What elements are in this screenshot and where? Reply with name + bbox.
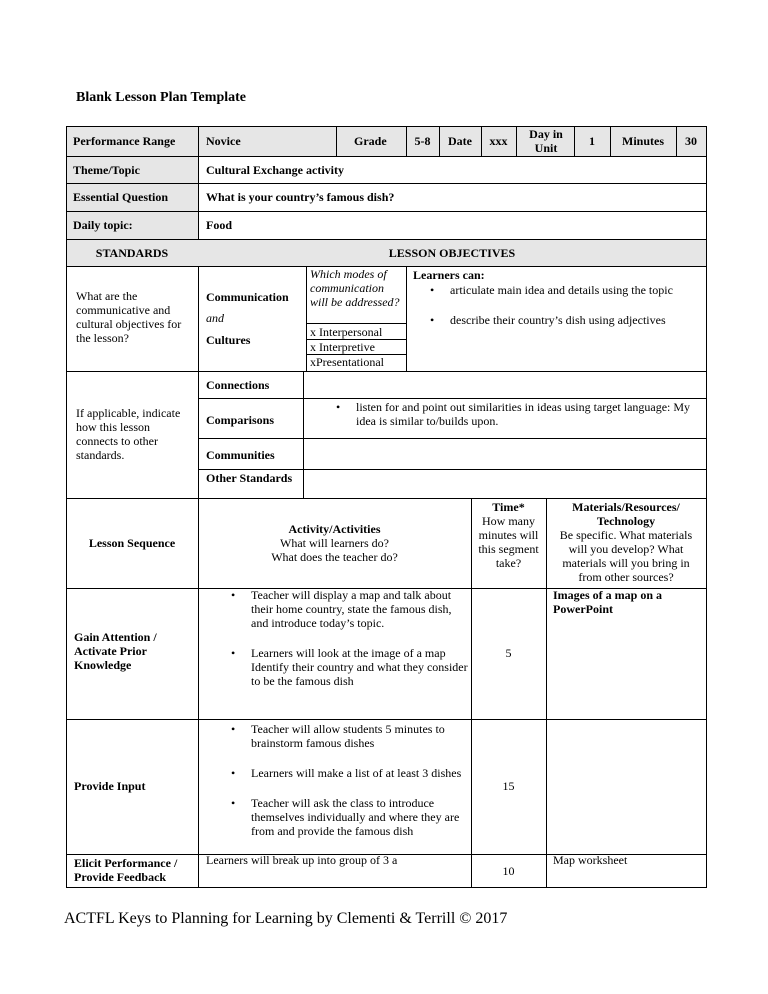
elicit-performance-materials: Map worksheet: [553, 853, 628, 867]
gain-attention-materials: Images of a map on a PowerPoint: [553, 588, 663, 616]
day-in-unit-value: 1: [589, 134, 595, 148]
mode-interpretive: x Interpretive: [310, 340, 375, 354]
objectives-list: [428, 283, 703, 343]
comparisons-list: [334, 400, 704, 444]
time-title: Time*: [492, 500, 525, 514]
elicit-performance-time: 10: [502, 864, 515, 878]
daily-topic-value: Food: [206, 218, 233, 232]
other-standards-label: Other Standards: [206, 471, 293, 485]
modes-question: Which modes of communication will be addressed?: [310, 267, 400, 309]
communicative-objectives-question: What are the communicative and cultural objectives for the lesson?: [76, 289, 182, 345]
performance-range-label: Performance Range: [73, 134, 176, 148]
lesson-objectives-header: LESSON OBJECTIVES: [388, 246, 516, 260]
cultures-label: Cultures: [206, 333, 251, 347]
communities-label: Communities: [206, 448, 275, 462]
comparisons-label: Comparisons: [206, 413, 275, 427]
materials-title: Materials/Resources/ Technology: [572, 500, 680, 528]
activity-item: • Learners will look at the image of a map Identify their country and what they consider to be the famous dish: [229, 646, 469, 688]
activity-item: • Teacher will allow students 5 minutes to brainstorm famous dishes: [229, 722, 469, 750]
day-in-unit-label: Day in Unit: [529, 127, 563, 155]
materials-description: Be specific. What materials will you develop? What materials will you bring in from other sources?: [559, 528, 693, 584]
elicit-performance-label: Elicit Performance / Provide Feedback: [74, 856, 178, 884]
footer-credit: ACTFL Keys to Planning for Learning by Clementi & Terrill © 2017: [64, 910, 508, 927]
learners-can-label: Learners can:: [413, 268, 485, 282]
gain-attention-activities: [229, 588, 469, 704]
essential-question-label: Essential Question: [73, 190, 169, 204]
essential-question-value: What is your country’s famous dish?: [206, 190, 395, 204]
gain-attention-time: 5: [505, 646, 512, 660]
theme-label: Theme/Topic: [73, 163, 140, 177]
document-title: Blank Lesson Plan Template: [76, 90, 246, 105]
objective-item: • articulate main idea and details using the topic: [428, 283, 703, 297]
standards-header: STANDARDS: [95, 246, 169, 260]
grade-label: Grade: [354, 134, 387, 148]
mode-presentational: xPresentational: [310, 355, 384, 369]
activity-question-teacher: What does the teacher do?: [271, 550, 398, 564]
lesson-plan-table: [66, 126, 707, 887]
provide-input-activities: [229, 722, 469, 838]
activity-item: • Teacher will ask the class to introduce themselves individually and where they are from and provide the famous dish: [229, 796, 469, 838]
communication-label: Communication: [206, 290, 289, 304]
provide-input-time: 15: [502, 779, 515, 793]
lesson-sequence-label: Lesson Sequence: [88, 536, 176, 550]
provide-input-label: Provide Input: [74, 779, 146, 793]
elicit-performance-activity: Learners will break up into group of 3 a: [206, 853, 398, 867]
activity-title: Activity/Activities: [288, 522, 381, 536]
connections-label: Connections: [206, 378, 270, 392]
minutes-value: 30: [685, 134, 697, 148]
activity-item: • Learners will make a list of at least 3 dishes: [229, 766, 469, 780]
time-description: How many minutes will this segment take?: [478, 514, 539, 570]
date-label: Date: [448, 134, 472, 148]
and-label: and: [206, 311, 224, 325]
gain-attention-label: Gain Attention / Activate Prior Knowledge: [74, 630, 157, 672]
performance-range-value: Novice: [206, 134, 241, 148]
grade-value: 5-8: [414, 134, 431, 148]
theme-value: Cultural Exchange activity: [206, 163, 344, 177]
objective-item: • describe their country’s dish using adjectives: [428, 313, 703, 327]
activity-question-learners: What will learners do?: [280, 536, 389, 550]
activity-item: • Teacher will display a map and talk about their home country, state the famous dish, and introduce today’s topic.: [229, 588, 469, 630]
other-standards-question: If applicable, indicate how this lesson connects to other standards.: [76, 406, 181, 462]
minutes-label: Minutes: [622, 134, 664, 148]
comparisons-bullet: • listen for and point out similarities in ideas using target language: My idea is similar to/builds upon.: [334, 400, 704, 428]
mode-interpersonal: x Interpersonal: [310, 325, 383, 339]
date-value: xxx: [489, 134, 508, 148]
daily-topic-label: Daily topic:: [73, 218, 133, 232]
